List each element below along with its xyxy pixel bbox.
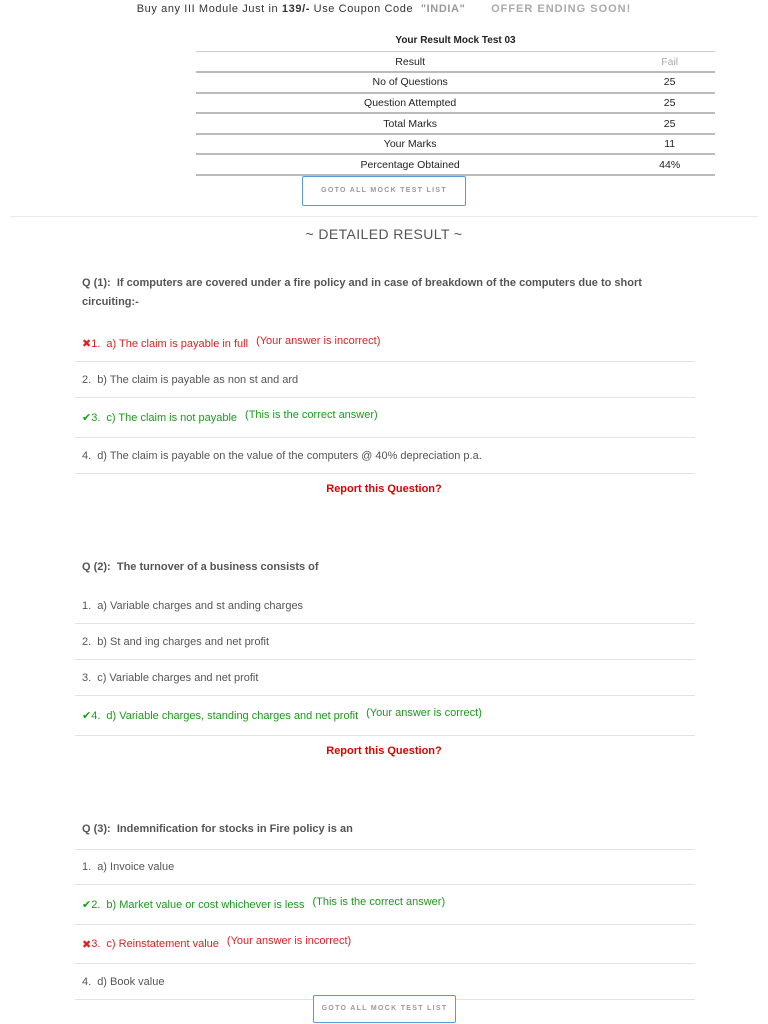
percentage-label: Percentage Obtained: [196, 154, 624, 175]
question-number: Q (1):: [82, 277, 111, 289]
answer-note: (This is the correct answer): [312, 895, 446, 908]
option-1a: ✖ 1. a) The claim is payable in full (Your answer is incorrect): [75, 326, 695, 362]
promo-middle: Use Coupon Code: [313, 3, 414, 15]
percentage-value: 44%: [624, 154, 715, 175]
cross-icon: ✖: [82, 938, 92, 951]
report-question-link[interactable]: Report this Question?: [326, 745, 442, 757]
table-row: [196, 134, 715, 155]
table-row: [196, 52, 715, 73]
answer-note: (Your answer is incorrect): [256, 334, 381, 347]
option-2c: 3. c) Variable charges and net profit: [75, 660, 695, 696]
check-icon: ✔: [82, 710, 92, 722]
report-question-link[interactable]: Report this Question?: [326, 483, 442, 495]
option-text: a) Variable charges and st anding charges: [97, 599, 304, 612]
option-text: c) The claim is not payable: [106, 411, 238, 424]
table-row: [196, 154, 715, 175]
promo-offer: OFFER ENDING SOON!: [491, 3, 632, 15]
option-1c: ✔ 3. c) The claim is not payable (This is the correct answer): [75, 398, 695, 438]
question-1: [82, 274, 694, 312]
questions-value: 25: [624, 72, 715, 93]
check-icon: ✔: [82, 899, 92, 911]
option-2d: ✔ 4. d) Variable charges, standing charges and net profit (Your answer is correct): [75, 696, 695, 736]
table-row: [196, 72, 715, 93]
result-value: Fail: [624, 52, 715, 73]
result-label: Result: [196, 52, 624, 73]
option-text: c) Variable charges and net profit: [97, 671, 259, 684]
option-3b: ✔ 2. b) Market value or cost whichever is less (This is the correct answer): [75, 885, 695, 925]
cross-icon: ✖: [82, 338, 92, 350]
questions-label: No of Questions: [196, 72, 624, 93]
option-2b: 2. b) St and ing charges and net profit: [75, 624, 695, 660]
option-3a: 1. a) Invoice value: [75, 849, 695, 885]
option-text: d) Variable charges, standing charges and net profit: [106, 709, 359, 722]
option-3c: ✖ 3. c) Reinstatement value (Your answer is incorrect): [75, 925, 695, 964]
promo-price: 139/-: [281, 3, 310, 15]
your-marks-label: Your Marks: [196, 134, 624, 155]
total-marks-label: Total Marks: [196, 113, 624, 134]
option-1d: 4. d) The claim is payable on the value of the computers @ 40% depreciation p.a.: [75, 438, 695, 474]
question-text: Indemnification for stocks in Fire policy is an: [116, 823, 353, 835]
question-3: [82, 820, 694, 839]
option-text: d) Book value: [97, 975, 165, 988]
question-2: [82, 558, 694, 577]
table-row: [196, 113, 715, 134]
goto-mock-test-list-button[interactable]: GOTO ALL MOCK TEST LIST: [313, 995, 456, 1023]
option-text: a) The claim is payable in full: [106, 337, 249, 350]
question-text: The turnover of a business consists of: [116, 561, 319, 573]
option-3d: 4. d) Book value: [75, 964, 695, 1000]
detailed-result-heading: ~ DETAILED RESULT ~: [305, 226, 463, 242]
your-marks-value: 11: [624, 134, 715, 155]
option-text: b) St and ing charges and net profit: [97, 635, 270, 648]
promo-banner: [0, 3, 768, 15]
option-text: b) Market value or cost whichever is less: [106, 898, 305, 911]
question-number: Q (3):: [82, 823, 111, 835]
table-row: [196, 93, 715, 114]
attempted-value: 25: [624, 93, 715, 114]
question-number: Q (2):: [82, 561, 111, 573]
option-text: d) The claim is payable on the value of the computers @ 40% depreciation p.a.: [97, 449, 482, 462]
promo-prefix: Buy any III Module Just in: [136, 3, 279, 15]
answer-note: (Your answer is incorrect): [226, 935, 352, 947]
option-text: b) The claim is payable as non st and ard: [97, 373, 299, 386]
divider: [10, 216, 758, 217]
result-table: [196, 51, 715, 176]
check-icon: ✔: [82, 412, 92, 424]
goto-mock-test-list-button[interactable]: GOTO ALL MOCK TEST LIST: [302, 176, 466, 206]
option-1b: 2. b) The claim is payable as non st and ard: [75, 362, 695, 398]
answer-note: (Your answer is correct): [366, 706, 482, 719]
option-text: a) Invoice value: [97, 861, 175, 873]
answer-note: (This is the correct answer): [245, 408, 378, 421]
promo-code: "INDIA": [420, 3, 466, 15]
attempted-label: Question Attempted: [196, 93, 624, 114]
question-text: If computers are covered under a fire policy and in case of breakdown of the computers due to short circuiting:-: [82, 277, 642, 308]
total-marks-value: 25: [624, 113, 715, 134]
option-text: c) Reinstatement value: [106, 938, 219, 950]
result-title: Your Result Mock Test 03: [395, 35, 516, 46]
option-2a: 1. a) Variable charges and st anding charges: [75, 588, 695, 624]
